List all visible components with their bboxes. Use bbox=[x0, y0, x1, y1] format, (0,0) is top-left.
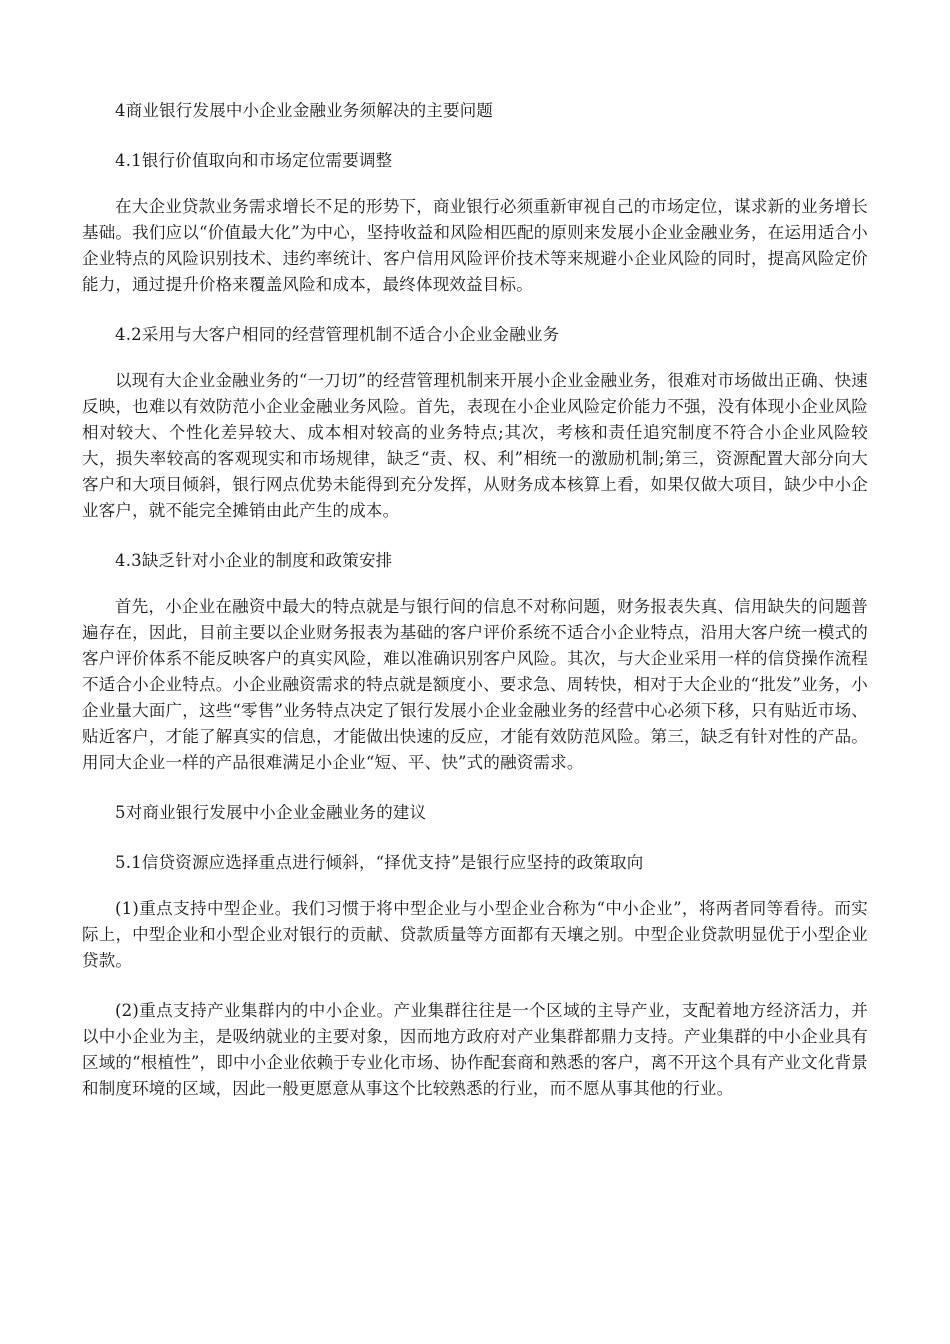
section-heading-4-3: 4.3缺乏针对小企业的制度和政策安排 bbox=[115, 551, 393, 570]
paragraph-4-2: 以现有大企业金融业务的“一刀切”的经营管理机制来开展小企业金融业务，很难对市场做出正确、快速反映，也难以有效防范小企业金融业务风险。首先，表现在小企业风险定价能力不强，没有体现小企业风险相对较大、个性化差异较大、成本相对较高的业务特点;其次，考核和责任追究制度不符合小企业风险较大，损失率较高的客观现实和市场规律，缺乏“责、权、利”相统一的激励机制;第三，资源配置大部分向大客户和大项目倾斜，银行网点优势未能得到充分发挥，从财务成本核算上看，如果仅做大项目，缺少中小企业客户，就不能完全摊销由此产生的成本。 bbox=[82, 371, 868, 520]
section-heading-4-2: 4.2采用与大客户相同的经营管理机制不适合小企业金融业务 bbox=[115, 325, 560, 344]
section-heading-5-1: 5.1信贷资源应选择重点进行倾斜，“择优支持”是银行应坚持的政策取向 bbox=[115, 853, 644, 872]
section-heading-5: 5对商业银行发展中小企业金融业务的建议 bbox=[115, 803, 427, 822]
section-heading-4: 4商业银行发展中小企业金融业务须解决的主要问题 bbox=[115, 101, 494, 120]
paragraph-4-3: 首先，小企业在融资中最大的特点就是与银行间的信息不对称问题，财务报表失真、信用缺失的问题普遍存在，因此，目前主要以企业财务报表为基础的客户评价系统不适合小企业特点，沿用大客户统一模式的客户评价体系不能反映客户的真实风险，难以准确识别客户风险。其次，与大企业采用一样的信贷操作流程不适合小企业特点。小企业融资需求的特点就是额度小、要求急、周转快，相对于大企业的“批发”业务，小企业量大面广，这些“零售”业务特点决定了银行发展小企业金融业务的经营中心必须下移，只有贴近市场、贴近客户，才能了解真实的信息，才能做出快速的反应，才能有效防范风险。第三，缺乏有针对性的产品。用同大企业一样的产品很难满足小企业“短、平、快”式的融资需求。 bbox=[82, 597, 868, 772]
section-heading-4-1: 4.1银行价值取向和市场定位需要调整 bbox=[115, 151, 393, 170]
paragraph-4-1: 在大企业贷款业务需求增长不足的形势下，商业银行必须重新审视自己的市场定位，谋求新的业务增长基础。我们应以“价值最大化”为中心，坚持收益和风险相匹配的原则来发展小企业金融业务，在运用适合小企业特点的风险识别技术、违约率统计、客户信用风险评价技术等来规避小企业风险的同时，提高风险定价能力，通过提升价格来覆盖风险和成本，最终体现效益目标。 bbox=[82, 197, 868, 294]
paragraph-5-1-1: (1)重点支持中型企业。我们习惯于将中型企业与小型企业合称为“中小企业”，将两者同等看待。而实际上，中型企业和小型企业对银行的贡献、贷款质量等方面都有天壤之别。中型企业贷款明显优于小型企业贷款。 bbox=[82, 899, 868, 970]
paragraph-5-1-2: (2)重点支持产业集群内的中小企业。产业集群往往是一个区域的主导产业，支配着地方经济活力，并以中小企业为主，是吸纳就业的主要对象，因而地方政府对产业集群都鼎力支持。产业集群的中小企业具有区域的“根植性”，即中小企业依赖于专业化市场、协作配套商和熟悉的客户，离不开这个具有产业文化背景和制度环境的区域，因此一般更愿意从事这个比较熟悉的行业，而不愿从事其他的行业。 bbox=[82, 1001, 868, 1098]
